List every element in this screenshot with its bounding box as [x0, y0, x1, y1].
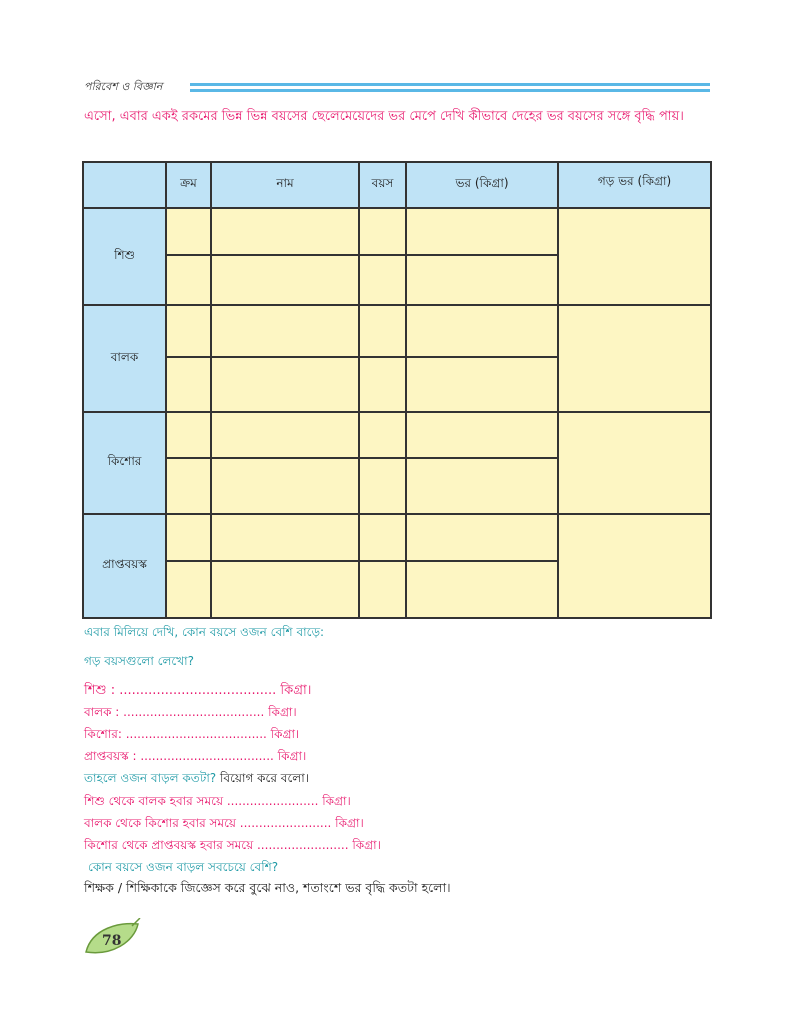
name-cell[interactable] — [211, 208, 359, 255]
serial-cell[interactable] — [166, 357, 211, 412]
group-label-balak: বালক — [83, 305, 166, 412]
table-row — [83, 208, 711, 255]
table-row — [83, 305, 711, 357]
weight-cell[interactable] — [406, 357, 558, 412]
name-cell[interactable] — [211, 458, 359, 514]
most-growth-question: কোন বয়সে ওজন বাড়ল সবচেয়ে বেশি? — [88, 860, 279, 874]
age-cell[interactable] — [359, 357, 406, 412]
serial-cell[interactable] — [166, 458, 211, 514]
teacher-note: শিক্ষক / শিক্ষিকাকে জিজ্ঞেস করে বুঝে নাও, শতাংশে ভর বৃদ্ধি কতটা হলো। — [84, 880, 451, 895]
col-header-avg-weight: গড় ভর (কিগ্রা) — [558, 162, 711, 208]
diff-line-1: শিশু থেকে বালক হবার সময়ে ........................ কিগ্রা। — [84, 794, 351, 808]
name-cell[interactable] — [211, 255, 359, 305]
age-cell[interactable] — [359, 458, 406, 514]
age-cell[interactable] — [359, 305, 406, 357]
weight-table — [82, 161, 712, 619]
kishor-line: কিশোর: ..................................... কিগ্রা। — [84, 727, 300, 741]
name-cell[interactable] — [211, 412, 359, 458]
table-row — [83, 514, 711, 561]
age-cell[interactable] — [359, 255, 406, 305]
col-header-weight: ভর (কিগ্রা) — [406, 162, 558, 208]
weight-cell[interactable] — [406, 561, 558, 618]
question-line — [84, 770, 309, 790]
col-header-name: নাম — [211, 162, 359, 208]
serial-cell[interactable] — [166, 561, 211, 618]
shishu-line: শিশু : ...................................... কিগ্রা। — [84, 683, 312, 698]
question-dark: বিয়োগ করে বলো। — [220, 771, 310, 785]
age-cell[interactable] — [359, 561, 406, 618]
leaf-icon — [82, 918, 142, 958]
question-teal: তাহলে ওজন বাড়ল কতটা? — [84, 771, 220, 785]
diff-line-3: কিশোর থেকে প্রাপ্তবয়স্ক হবার সময়ে ........................ কিগ্রা। — [84, 838, 381, 852]
group-label-shishu: শিশু — [83, 208, 166, 305]
name-cell[interactable] — [211, 514, 359, 561]
weight-cell[interactable] — [406, 255, 558, 305]
serial-cell[interactable] — [166, 255, 211, 305]
age-cell[interactable] — [359, 412, 406, 458]
serial-cell[interactable] — [166, 208, 211, 255]
prapto-line: প্রাপ্তবয়স্ক : ................................... কিগ্রা। — [84, 749, 307, 763]
weight-cell[interactable] — [406, 208, 558, 255]
avg-prompt: গড় বয়সগুলো লেখো? — [84, 654, 194, 668]
header-rule — [190, 83, 710, 92]
col-header-serial: ক্রম — [166, 162, 211, 208]
avg-weight-cell[interactable] — [558, 305, 711, 412]
name-cell[interactable] — [211, 357, 359, 412]
serial-cell[interactable] — [166, 514, 211, 561]
avg-weight-cell[interactable] — [558, 412, 711, 514]
table-row — [83, 412, 711, 458]
age-cell[interactable] — [359, 514, 406, 561]
serial-cell[interactable] — [166, 305, 211, 357]
balak-line: বালক : ..................................... কিগ্রা। — [84, 705, 297, 719]
page-number: 78 — [102, 933, 122, 949]
name-cell[interactable] — [211, 305, 359, 357]
group-label-kishor: কিশোর — [83, 412, 166, 514]
weight-cell[interactable] — [406, 514, 558, 561]
group-label-prapto: প্রাপ্তবয়স্ক — [83, 514, 166, 618]
diff-line-2: বালক থেকে কিশোর হবার সময়ে ........................ কিগ্রা। — [84, 816, 364, 830]
weight-cell[interactable] — [406, 458, 558, 514]
intro-text: এসো, এবার একই রকমের ভিন্ন ভিন্ন বয়সের ছেলেমেয়েদের ভর মেপে দেখি কীভাবে দেহের ভর বয়সের সঙ্গে বৃদ্ধি পায়। — [84, 109, 684, 124]
page-number-leaf — [82, 918, 142, 958]
name-cell[interactable] — [211, 561, 359, 618]
table-header-row — [83, 162, 711, 208]
serial-cell[interactable] — [166, 412, 211, 458]
avg-weight-cell[interactable] — [558, 208, 711, 305]
weight-cell[interactable] — [406, 412, 558, 458]
corner-cell — [83, 162, 166, 208]
weight-cell[interactable] — [406, 305, 558, 357]
compare-text: এবার মিলিয়ে দেখি, কোন বয়সে ওজন বেশি বাড়ে: — [84, 625, 325, 639]
age-cell[interactable] — [359, 208, 406, 255]
col-header-age: বয়স — [359, 162, 406, 208]
header-title: পরিবেশ ও বিজ্ঞান — [84, 80, 163, 93]
avg-weight-cell[interactable] — [558, 514, 711, 618]
